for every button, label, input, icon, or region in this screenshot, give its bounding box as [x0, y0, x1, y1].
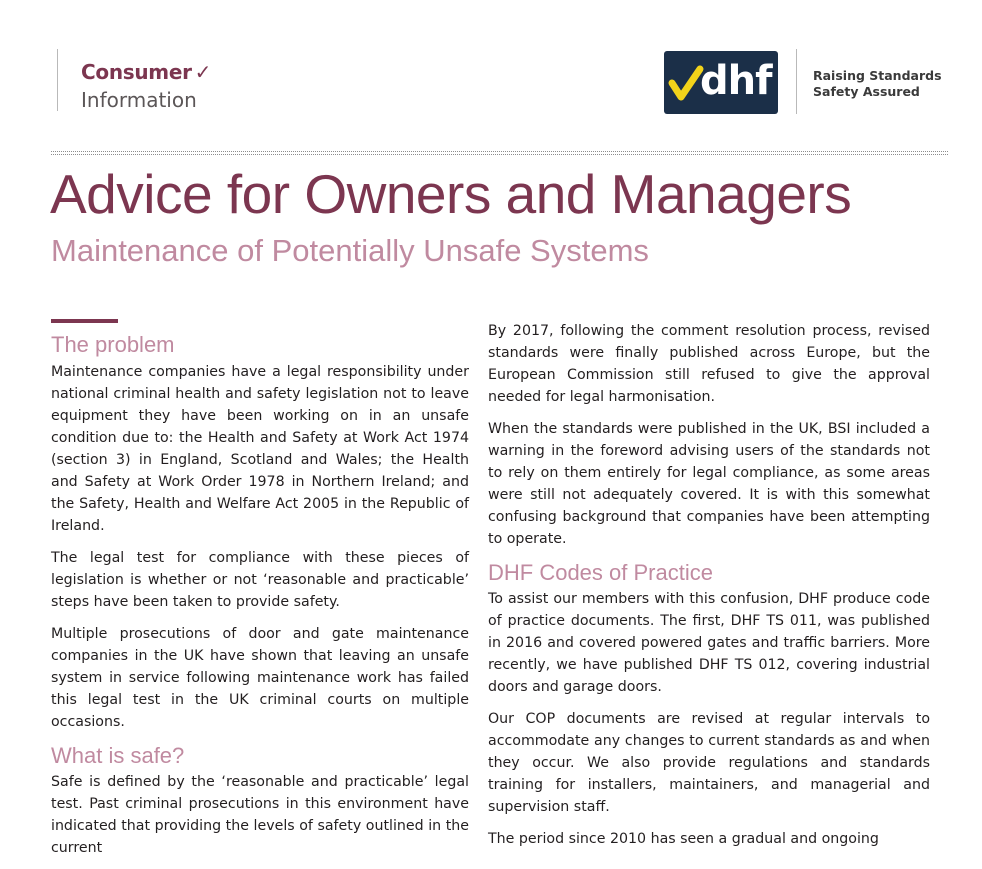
information-label: Information	[81, 88, 197, 112]
paragraph: Multiple prosecutions of door and gate maintenance companies in the UK have shown that leaving an unsafe system in service following maintenance work has failed this legal test in the UK criminal courts on multiple occasions.	[51, 626, 469, 730]
paragraph: When the standards were published in the UK, BSI included a warning in the foreword advising users of the standards not to rely on them entirely for legal compliance, as some areas were still not adequately covered. It is with this somewhat confusing background that companies have been attempting to operate.	[488, 421, 930, 547]
paragraph: Maintenance companies have a legal responsibility under national criminal health and safety legislation not to leave equipment they have been working on in an unsafe condition due to: the Health and Safety at Work Act 1974 (section 3) in England, Scotland and Wales; the Health and Safety at Work Order 1978 in Northern Ireland; and the Safety, Health and Welfare Act 2005 in the Republic of Ireland.	[51, 364, 469, 534]
check-icon: ✓	[194, 60, 212, 84]
header-separator	[51, 154, 948, 155]
tagline	[813, 68, 942, 100]
paragraph: By 2017, following the comment resolution process, revised standards were finally published across Europe, but the European Commission still refused to give the approval needed for legal harmonisation.	[488, 323, 930, 405]
paragraph: The period since 2010 has seen a gradual and ongoing	[488, 831, 879, 847]
left-column	[51, 331, 469, 869]
page-title: Advice for Owners and Managers	[50, 163, 852, 225]
header-divider-right	[796, 49, 797, 114]
logo-text: dhf	[700, 58, 772, 104]
dhf-logo	[664, 51, 778, 114]
paragraph: The legal test for compliance with these pieces of legislation is whether or not ‘reasonable and practicable’ steps have been taken to provide safety.	[51, 550, 469, 610]
page-subtitle: Maintenance of Potentially Unsafe Systems	[51, 233, 649, 268]
header-separator	[51, 151, 948, 152]
header-divider-left	[57, 49, 58, 111]
paragraph: Safe is defined by the ‘reasonable and practicable’ legal test. Past criminal prosecutions in this environment have indicated that providing the levels of safety outlined in the current	[51, 774, 469, 856]
consumer-label: Consumer ✓	[81, 60, 212, 84]
tagline-line-2: Safety Assured	[813, 84, 920, 99]
paragraph: To assist our members with this confusion, DHF produce code of practice documents. The first, DHF TS 011, was published in 2016 and covered powered gates and traffic barriers. More recently, we have published DHF TS 012, covering industrial doors and garage doors.	[488, 591, 930, 695]
section-heading-problem: The problem	[51, 332, 175, 357]
accent-bar	[51, 319, 118, 323]
right-column	[488, 320, 930, 860]
section-heading-codes-of-practice: DHF Codes of Practice	[488, 560, 713, 585]
paragraph: Our COP documents are revised at regular intervals to accommodate any changes to current standards as and when they occur. We also provide regulations and standards training for installers, maintainers, and managerial and supervision staff.	[488, 711, 930, 815]
section-heading-what-is-safe: What is safe?	[51, 743, 185, 768]
tagline-line-1: Raising Standards	[813, 68, 942, 83]
